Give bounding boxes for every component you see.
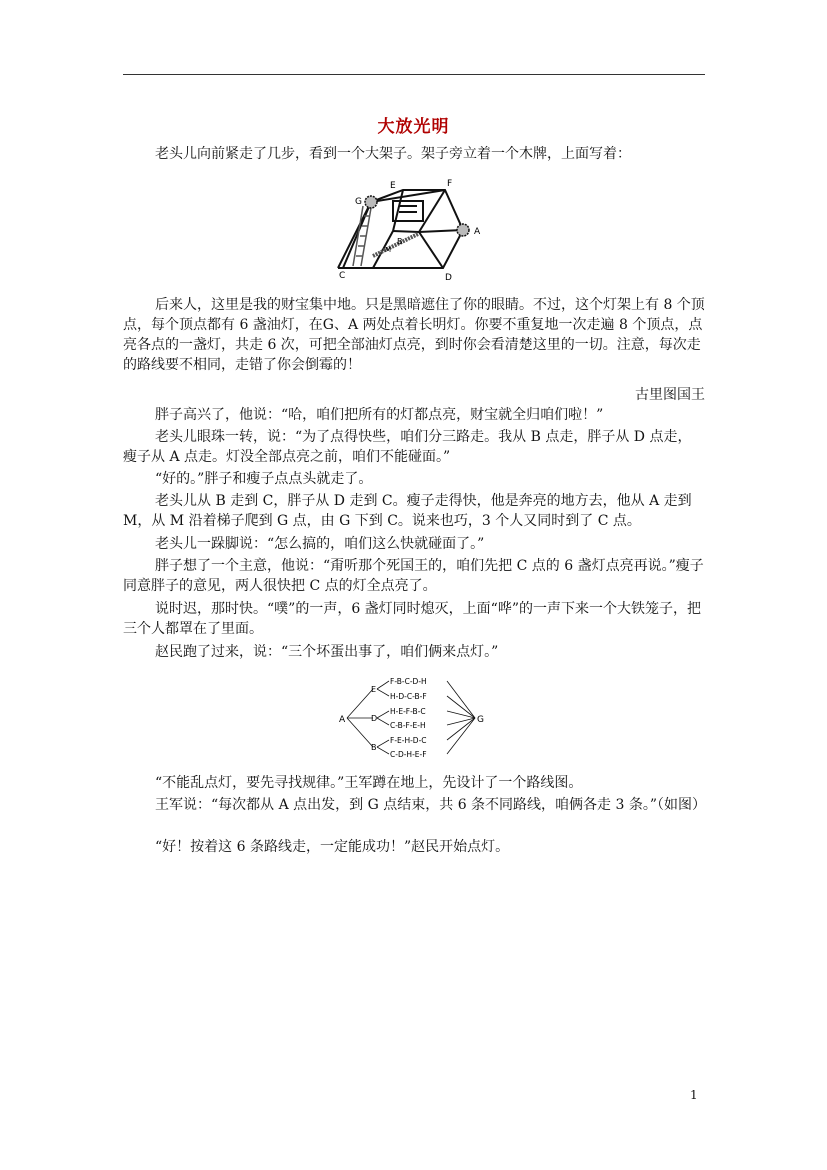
label-m: M [385,246,392,254]
page-number: 1 [690,1088,698,1102]
label-a: A [474,227,481,237]
paragraph-7: 老头儿一跺脚说：“怎么搞的，咱们这么快就碰面了。” [155,536,485,552]
branch-e: E [371,685,377,694]
header-rule [123,74,705,75]
paragraph-12: 王军说：“每次都从 A 点出发，到 G 点结束，共 6 条不同路线，咱俩各走 3 条。”（如图） [155,797,707,813]
route-5: F-E-H-D-C [390,736,427,745]
paragraph-8: 胖子想了一个主意，他说：“甭听那个死国王的，咱们先把 C 点的 6 盏灯点亮再说。”瘦子同意胖子的意见，两人很快把 C 点的灯全点亮了。 [123,558,704,594]
label-g: G [355,197,362,207]
label-d: D [445,273,452,283]
paragraph-5: “好的。”胖子和瘦子点点头就走了。 [155,471,373,487]
label-f: F [447,179,453,189]
route-6: C-D-H-E-F [390,750,427,759]
paragraph-11: “不能乱点灯，要先寻找规律。”王军蹲在地上，先设计了一个路线图。 [155,775,583,791]
label-b: B [397,237,403,246]
signature: 古里图国王 [635,387,705,403]
branch-b: B [371,743,377,752]
node-start: A [339,715,346,725]
lamp-frame-figure [333,176,493,286]
label-e: E [390,181,396,191]
paragraph-4: 老头儿眼珠一转，说：“为了点得快些，咱们分三路走。我从 B 点走，胖子从 D 点走，瘦子从 A 点走。灯没全部点亮之前，咱们不能碰面。” [123,429,692,465]
paragraph-9: 说时迟，那时快。“噗”的一声，6 盏灯同时熄灭，上面“哗”的一声下来一个大铁笼子，把三个人都罩在了里面。 [123,601,701,637]
branch-d: D [371,714,378,723]
paragraph-intro: 老头儿向前紧走了几步，看到一个大架子。架子旁立着一个木牌，上面写着： [155,146,631,162]
route-2: H-D-C-B-F [390,692,427,701]
page-title: 大放光明 [377,117,450,137]
paragraph-6: 老头儿从 B 走到 C，胖子从 D 走到 C。瘦子走得快，他是奔亮的地方去，他从 A 走到 M，从 M 沿着梯子爬到 G 点，由 G 下到 C。说来也巧，3 个人又同时到了 C 点。 [123,493,692,529]
route-1: F-B-C-D-H [390,677,427,686]
route-diagram [337,672,492,764]
paragraph-13: “好！按着这 6 条路线走，一定能成功！”赵民开始点灯。 [155,839,510,855]
paragraph-3: 胖子高兴了，他说：“哈，咱们把所有的灯都点亮，财宝就全归咱们啦！” [155,407,604,423]
node-end: G [477,715,484,725]
route-4: C-B-F-E-H [390,721,426,730]
label-c: C [339,271,346,281]
route-3: H-E-F-B-C [390,707,426,716]
paragraph-sign-text: 后来人，这里是我的财宝集中地。只是黑暗遮住了你的眼睛。不过，这个灯架上有 8 个顶点，每个顶点都有 6 盏油灯，在G、A 两处点着长明灯。你要不重复地一次走遍 8 个顶点，点亮各点的一盏灯，共走 6 次，可把全部油灯点亮，到时你会看清楚这里的一切。注意，每次走的路线要不相同，走错了你会倒霉的！ [123,297,705,373]
paragraph-10: 赵民跑了过来，说：“三个坏蛋出事了，咱们俩来点灯。” [155,644,499,660]
